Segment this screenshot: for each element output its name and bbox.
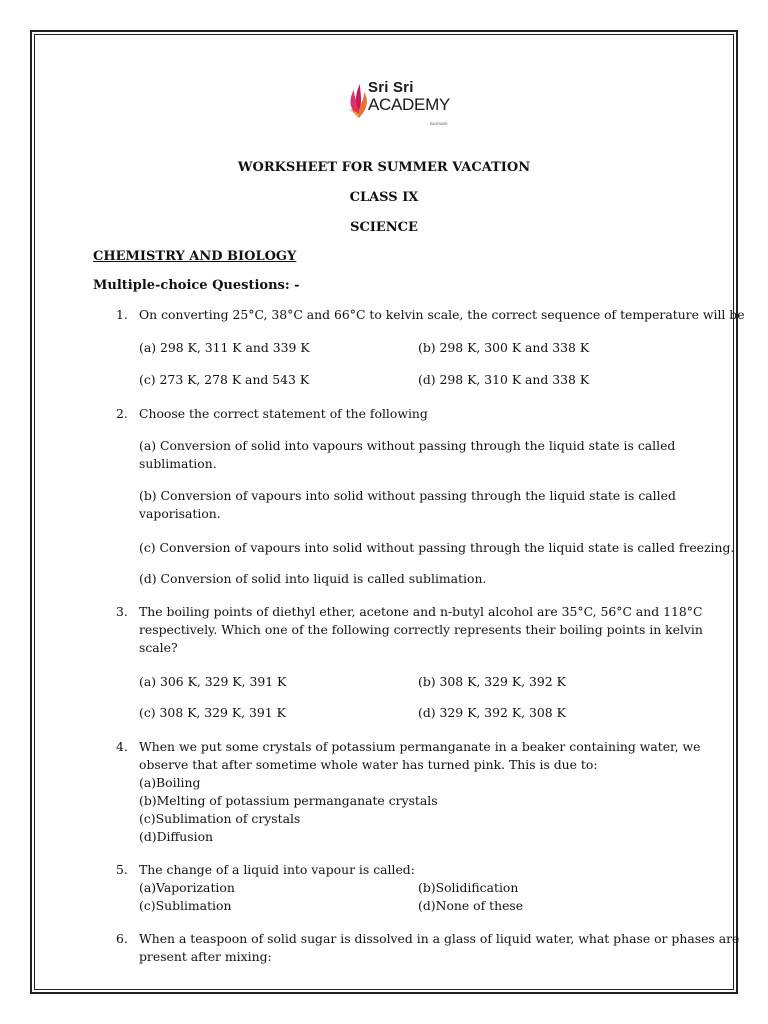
question-text: When a teaspoon of solid sugar is dissolved in a glass of liquid water, what phase or phases are [139, 931, 740, 946]
section-subheading: Multiple-choice Questions: - [93, 278, 300, 293]
question-number: 6. [116, 931, 128, 946]
worksheet-title: WORKSHEET FOR SUMMER VACATION [237, 160, 531, 175]
option: (d)Diffusion [139, 829, 214, 844]
question-text: When we put some crystals of potassium permanganate in a beaker containing water, we [139, 739, 701, 754]
option: (a) Conversion of solid into vapours without passing through the liquid state is called [139, 438, 676, 453]
option: (c)Sublimation of crystals [139, 811, 301, 826]
question-text: respectively. Which one of the following correctly represents their boiling points in kelvin [139, 622, 703, 637]
class-label: CLASS IX [349, 190, 419, 205]
option-continuation: sublimation. [139, 456, 217, 471]
subject-label: SCIENCE [350, 220, 418, 235]
question-text: On converting 25°C, 38°C and 66°C to kelvin scale, the correct sequence of temperature will be [139, 307, 745, 322]
option: (c)Sublimation [139, 898, 232, 913]
option: (b)Solidification [418, 880, 519, 895]
section-heading: CHEMISTRY AND BIOLOGY [93, 249, 297, 264]
option: (b)Melting of potassium permanganate crystals [139, 793, 438, 808]
option-continuation: vaporisation. [139, 506, 221, 521]
logo-line-3: BUSSARI [430, 121, 448, 126]
option: (a)Boiling [139, 775, 201, 790]
option: (a) 298 K, 311 K and 339 K [139, 340, 310, 355]
option: (c) 308 K, 329 K, 391 K [139, 705, 286, 720]
option: (b) 308 K, 329 K, 392 K [418, 674, 566, 689]
question-text: present after mixing: [139, 949, 272, 964]
question-text: The change of a liquid into vapour is called: [139, 862, 415, 877]
option: (b) 298 K, 300 K and 338 K [418, 340, 590, 355]
option: (b) Conversion of vapours into solid without passing through the liquid state is called [139, 488, 676, 503]
school-logo [346, 78, 456, 126]
option: (d) 329 K, 392 K, 308 K [418, 705, 566, 720]
option: (a)Vaporization [139, 880, 235, 895]
option: (c) 273 K, 278 K and 543 K [139, 372, 310, 387]
question-number: 4. [116, 739, 128, 754]
question-number: 3. [116, 604, 128, 619]
question-number: 5. [116, 862, 128, 877]
logo-line-1: Sri Sri [368, 79, 414, 96]
question-text: observe that after sometime whole water has turned pink. This is due to: [139, 757, 598, 772]
question-text: The boiling points of diethyl ether, acetone and n-butyl alcohol are 35°C, 56°C and 118°C [139, 604, 703, 619]
question-text: scale? [139, 640, 178, 655]
question-number: 1. [116, 307, 128, 322]
question-number: 2. [116, 406, 128, 421]
option: (d)None of these [418, 898, 524, 913]
option: (c) Conversion of vapours into solid without passing through the liquid state is called freezing. [139, 540, 735, 555]
option: (d) 298 K, 310 K and 338 K [418, 372, 590, 387]
logo-wordmark [368, 80, 450, 113]
option: (d) Conversion of solid into liquid is called sublimation. [139, 571, 487, 586]
logo-line-2: ACADEMY [368, 95, 450, 114]
option: (a) 306 K, 329 K, 391 K [139, 674, 287, 689]
question-text: Choose the correct statement of the following [139, 406, 428, 421]
